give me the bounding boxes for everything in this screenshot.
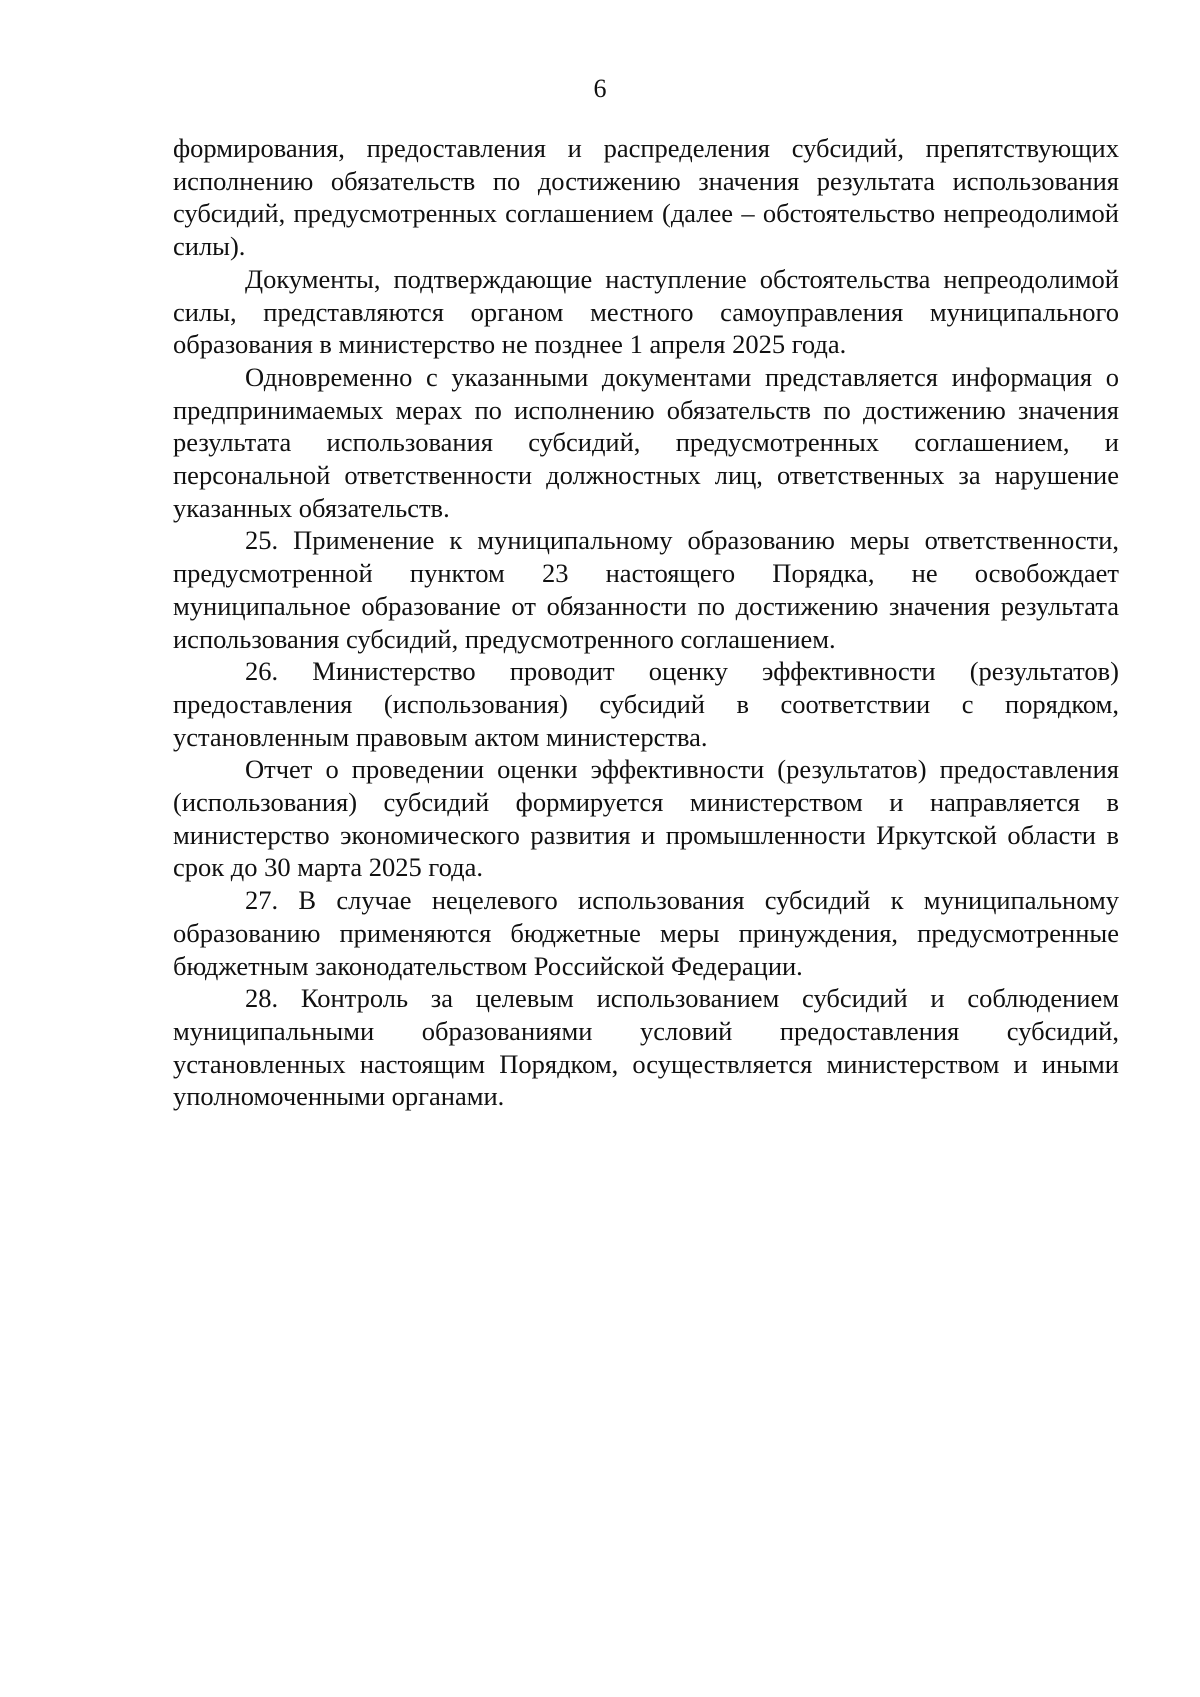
paragraph-clause-26: 26. Министерство проводит оценку эффективности (результатов) предоставления (использования) субсидий в соответствии с порядком, установленным правовым актом министерства. (173, 656, 1119, 752)
paragraph-clause-25: 25. Применение к муниципальному образованию меры ответственности, предусмотренной пунктом 23 настоящего Порядка, не освобождает муниципальное образование от обязанности по достижению значения результата использования субсидий, предусмотренного соглашением. (173, 525, 1119, 654)
page-number: 6 (593, 74, 607, 103)
paragraph-report-evaluation: Отчет о проведении оценки эффективности (результатов) предоставления (использования) субсидий формируется министерством и направляется в министерство экономического развития и промышленности Иркутской области в срок до 30 марта 2025 года. (173, 754, 1119, 883)
paragraph-clause-27: 27. В случае нецелевого использования субсидий к муниципальному образованию применяются бюджетные меры принуждения, предусмотренные бюджетным законодательством Российской Федерации. (173, 885, 1119, 981)
document-body (173, 132, 1119, 1113)
paragraph-documents-force-majeure: Документы, подтверждающие наступление обстоятельства непреодолимой силы, представляются органом местного самоуправления муниципального образования в министерство не позднее 1 апреля 2025 года. (173, 263, 1119, 360)
paragraph-simultaneous-information: Одновременно с указанными документами представляется информация о предпринимаемых мерах по исполнению обязательств по достижению значения результата использования субсидий, предусмотренных соглашением, и персональной ответственности должностных лиц, ответственных за нарушение указанных обязательств. (173, 361, 1119, 523)
paragraph-clause-28: 28. Контроль за целевым использованием субсидий и соблюдением муниципальными образованиями условий предоставления субсидий, установленных настоящим Порядком, осуществляется министерством и иными уполномоченными органами. (173, 983, 1119, 1112)
paragraph-continuation: формирования, предоставления и распределения субсидий, препятствующих исполнению обязательств по достижению значения результата использования субсидий, предусмотренных соглашением (далее – обстоятельство непреодолимой силы). (173, 133, 1119, 262)
